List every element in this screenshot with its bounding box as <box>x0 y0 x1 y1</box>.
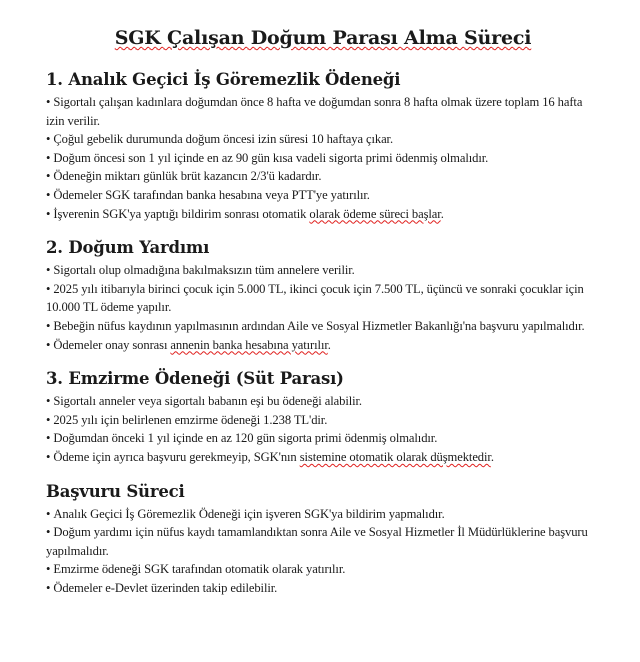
list-item: • Ödemeler e-Devlet üzerinden takip edilebilir. <box>46 579 600 598</box>
section-analik-odenegi <box>46 69 600 223</box>
list-item: • Çoğul gebelik durumunda doğum öncesi izin süresi 10 haftaya çıkar. <box>46 130 600 149</box>
section-heading: Başvuru Süreci <box>46 481 185 501</box>
section-heading: 3. Emzirme Ödeneği (Süt Parası) <box>46 369 344 389</box>
list-item: • Sigortalı anneler veya sigortalı babanın eşi bu ödeneği alabilir. <box>46 392 600 411</box>
item-end: . <box>327 337 331 352</box>
bullet-list <box>46 93 600 223</box>
list-item: • Bebeğin nüfus kaydının yapılmasının ardından Aile ve Sosyal Hizmetler Bakanlığı'na başvuru yapılmalıdır. <box>46 317 600 336</box>
list-item: • Doğumdan önceki 1 yıl içinde en az 120 gün sigorta primi ödenmiş olmalıdır. <box>46 429 600 448</box>
list-item: • Sigortalı olup olmadığına bakılmaksızın tüm annelere verilir. <box>46 261 600 280</box>
section-emzirme-odenegi <box>46 368 600 466</box>
list-item: • Doğum öncesi son 1 yıl içinde en az 90 gün kısa vadeli sigorta primi ödenmiş olmalıdır. <box>46 149 600 168</box>
section-dogum-yardimi <box>46 237 600 354</box>
document-title: SGK Çalışan Doğum Parası Alma Süreci <box>114 27 532 49</box>
list-item: • Ödemeler SGK tarafından banka hesabına veya PTT'ye yatırılır. <box>46 186 600 205</box>
list-item: • Sigortalı çalışan kadınlara doğumdan önce 8 hafta ve doğumdan sonra 8 hafta olmak üzere toplam 16 hafta izin verilir. <box>46 93 600 130</box>
section-heading: 1. Analık Geçici İş Göremezlik Ödeneği <box>46 70 401 89</box>
list-item: • Analık Geçici İş Göremezlik Ödeneği için işveren SGK'ya bildirim yapmalıdır. <box>46 505 600 524</box>
list-item: • 2025 yılı itibarıyla birinci çocuk için 5.000 TL, ikinci çocuk için 7.500 TL, üçüncü ve sonraki çocuklar için 10.000 TL ödeme yapılır. <box>46 280 600 317</box>
item-end: . <box>440 206 444 221</box>
list-item <box>46 448 600 467</box>
list-item: • 2025 yılı için belirlenen emzirme ödeneği 1.238 TL'dir. <box>46 411 600 430</box>
list-item: • Doğum yardımı için nüfus kaydı tamamlandıktan sonra Aile ve Sosyal Hizmetler İl Müdürlüklerine başvuru yapılmalıdır. <box>46 523 600 560</box>
bullet-list <box>46 261 600 354</box>
list-item <box>46 336 600 355</box>
section-basvuru-sureci <box>46 481 600 598</box>
spellcheck-marked-text: olarak ödeme süreci başlar <box>309 206 441 221</box>
list-item: • Emzirme ödeneği SGK tarafından otomatik olarak yatırılır. <box>46 560 600 579</box>
section-heading: 2. Doğum Yardımı <box>46 238 210 258</box>
spellcheck-marked-text: annenin banka hesabına yatırılır <box>170 337 328 352</box>
list-item: • Ödeneğin miktarı günlük brüt kazancın 2/3'ü kadardır. <box>46 167 600 186</box>
item-text: Ödemeler onay sonrası <box>53 337 171 352</box>
spellcheck-marked-text: sistemine otomatik olarak düşmektedir <box>299 449 491 464</box>
bullet-list <box>46 392 600 466</box>
item-text: İşverenin SGK'ya yaptığı bildirim sonrası otomatik <box>53 206 310 221</box>
bullet-list <box>46 505 600 598</box>
item-end: . <box>490 449 494 464</box>
list-item <box>46 205 600 224</box>
item-text: Ödeme için ayrıca başvuru gerekmeyip, SGK'nın <box>53 449 300 464</box>
